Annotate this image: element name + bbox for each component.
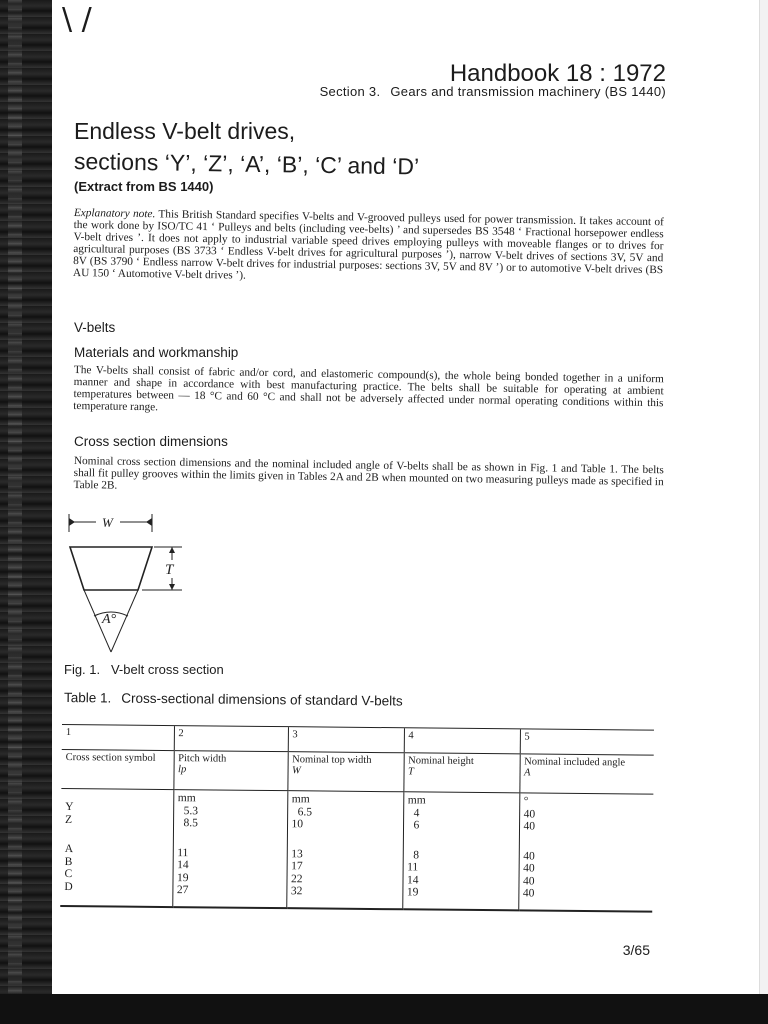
table-cell: 40 — [523, 807, 536, 821]
column-header — [61, 749, 173, 789]
table-cell: C — [64, 868, 73, 881]
column-header — [403, 753, 519, 793]
table-cell: 40 — [523, 849, 535, 863]
pitch-width-column — [172, 790, 287, 909]
column-header-symbol: W — [292, 765, 301, 777]
materials-text: The V-belts shall consist of fabric and/or cord, and elastomeric compound(s), the whole being bonded together in a uniform manner and shape in accordance with best manufacturing practice. The belts shall be suitable for operating at ambient temperatures between — 18 °C and 60 °C and shall not be adversely affected under normal operating conditions within this temperature range. — [73, 364, 664, 414]
binding-edge — [0, 0, 52, 1024]
column-number: 1 — [62, 725, 174, 751]
figure-caption — [64, 662, 224, 677]
table-cell: 32 — [290, 885, 303, 898]
column-header-symbol: A — [523, 767, 531, 779]
table-cell: B — [64, 855, 73, 868]
column-header-label: Nominal height — [408, 755, 474, 767]
corner-mark: \ / — [62, 2, 92, 37]
table-cell: Z — [65, 813, 73, 826]
table-cell: 19 — [406, 886, 419, 899]
section-line — [320, 84, 666, 99]
table-cell: 40 — [523, 820, 536, 833]
column-header-label: Cross section symbol — [65, 752, 156, 764]
table-caption-number: Table 1. — [63, 690, 112, 706]
table-cell: 4 — [413, 806, 420, 819]
table-cell: 40 — [522, 887, 535, 900]
column-header-symbol: lp — [178, 764, 187, 776]
column-header-symbol: T — [408, 766, 414, 778]
explanatory-note — [73, 207, 664, 288]
page-title-line2: sections ‘Y’, ‘Z’, ‘A’, ‘B’, ‘C’ and ‘D’ — [73, 148, 420, 180]
height-column — [402, 792, 519, 911]
cross-section-heading: Cross section dimensions — [74, 434, 228, 449]
table-cell: 13 — [291, 847, 303, 860]
handbook-title: Handbook 18 : 1972 — [449, 60, 666, 87]
unit-label: mm — [407, 794, 426, 807]
table-cell: A — [64, 843, 74, 856]
page-edge — [759, 0, 768, 1024]
page-title-line1: Endless V-belt drives, — [74, 118, 296, 144]
scan-bottom-border — [0, 994, 768, 1024]
table-cell: D — [64, 880, 73, 893]
table-cell: Y — [65, 801, 74, 814]
figure-caption-number: Fig. 1. — [64, 662, 101, 677]
explanatory-note-text: This British Standard specifies V-belts and V-grooved pulleys used for power transmission. It takes account of the work done by ISO/TC 41 ‘ Pulleys and belts (including vee-belts) ’ and supersedes BS 3548 ‘ Fractional horsepower endless V-belt drives ’. It does not apply to industrial variable speed drives employing pulleys with moveable flanges or to drives for agricultural purposes (BS 3733 ‘ Endless V-belt drives for agricultural purposes ’), narrow V-belt drives of sections 3V, 5V and 8V (BS 3790 ‘ Endless narrow V-belt drives for industrial purposes: sections 3V, 5V and 8V ’) or to automotive V-belt drives (BS AU 150 ‘ Automotive V-belt drives ’). — [72, 208, 664, 282]
extract-note: (Extract from BS 1440) — [74, 179, 214, 194]
table-caption — [64, 690, 403, 709]
unit-label: ° — [523, 795, 529, 808]
figure-caption-text: V-belt cross section — [110, 662, 224, 677]
table-caption-text: Cross-sectional dimensions of standard V-belts — [121, 690, 403, 709]
vbelt-cross-section-diagram — [64, 512, 214, 662]
angle-column — [518, 793, 653, 912]
table-cell: 5.3 — [183, 804, 199, 817]
unit-label: mm — [291, 793, 310, 806]
table-cell: 19 — [176, 871, 189, 884]
section-number: Section 3. — [319, 84, 381, 99]
column-header-label: Nominal top width — [292, 754, 372, 766]
vbelt-figure — [64, 512, 214, 662]
cross-section-text: Nominal cross section dimensions and the nominal included angle of V-belts shall be as shown in Fig. 1 and Table 1. The belts shall fit pulley grooves within the limits given in Tables 2A and 2B when mounted on two measuring pulleys made as specified in Table 2B. — [73, 455, 664, 492]
column-number: 3 — [288, 727, 404, 753]
figure-label-t: T — [165, 562, 174, 578]
dimensions-table — [60, 724, 654, 913]
column-number: 5 — [520, 729, 654, 755]
figure-label-a: A° — [102, 612, 117, 627]
table-cell: 8.5 — [183, 817, 198, 830]
table-cell: 40 — [523, 862, 535, 875]
table-header-row — [61, 749, 653, 794]
table-cell: 14 — [406, 873, 419, 886]
table-cell: 27 — [176, 884, 189, 897]
table-cell: 6.5 — [297, 805, 313, 818]
section-title: Gears and transmission machinery (BS 1440) — [390, 84, 666, 99]
column-header-label: Pitch width — [178, 753, 227, 765]
column-number: 2 — [174, 726, 288, 752]
page-number: 3/65 — [622, 942, 650, 958]
table-cell: 11 — [177, 846, 189, 859]
column-header — [519, 754, 653, 794]
top-width-column — [286, 791, 403, 910]
table-cell: 40 — [522, 874, 535, 888]
vbelts-heading: V-belts — [74, 320, 116, 335]
table-cell: 14 — [177, 859, 189, 872]
table-cell: 8 — [413, 848, 420, 861]
table-cell: 10 — [291, 818, 304, 831]
document-page — [52, 0, 760, 994]
column-number: 4 — [404, 728, 520, 754]
column-header-label: Nominal included angle — [524, 756, 626, 769]
table-body — [60, 788, 653, 911]
figure-label-w: W — [102, 515, 113, 530]
column-header — [287, 752, 403, 792]
unit-label: mm — [177, 792, 196, 805]
table-cell: 17 — [291, 860, 303, 873]
table-cell: 11 — [407, 861, 419, 874]
column-header — [173, 751, 287, 791]
materials-heading: Materials and workmanship — [74, 345, 239, 360]
table-cell: 22 — [290, 872, 303, 885]
symbol-column — [60, 788, 173, 907]
explanatory-note-label: Explanatory note. — [73, 207, 156, 221]
table-cell: 6 — [413, 819, 420, 832]
